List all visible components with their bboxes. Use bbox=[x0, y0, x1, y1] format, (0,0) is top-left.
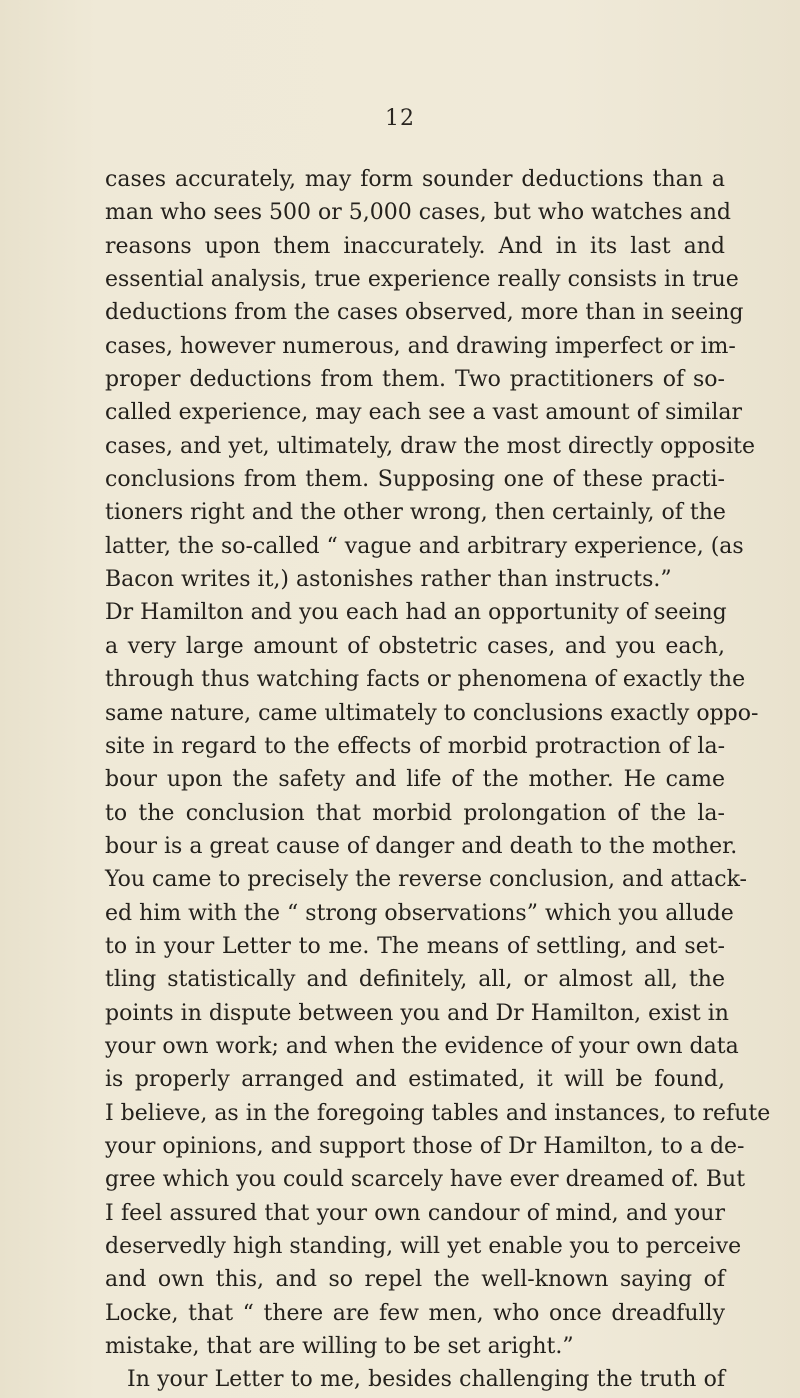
text-line: essential analysis, true experience really consists in true bbox=[105, 267, 739, 293]
text-line: deductions from the cases observed, more than in seeing bbox=[105, 300, 744, 326]
text-line: deservedly high standing, will yet enable you to perceive bbox=[105, 1234, 742, 1259]
text-line: mistake, that are willing to be set aright.” bbox=[105, 1334, 574, 1360]
text-line: gree which you could scarcely have ever dreamed of. But bbox=[105, 1167, 746, 1193]
text-line: points in dispute between you and Dr Hamilton, exist in bbox=[105, 1000, 729, 1026]
text-line: Bacon writes it,) astonishes rather than instructs.” bbox=[105, 567, 672, 593]
text-line: Locke, that “ there are few men, who once dreadfully bbox=[105, 1300, 725, 1326]
text-line: bour upon the safety and life of the mother. He came bbox=[105, 767, 725, 793]
text-line: bour is a great cause of danger and death to the mother. bbox=[105, 833, 738, 859]
text-line: reasons upon them inaccurately. And in its last and bbox=[105, 233, 725, 259]
text-line: to the conclusion that morbid prolongation of the la- bbox=[105, 800, 725, 826]
text-line: through thus watching facts or phenomena of exactly the bbox=[105, 667, 746, 693]
page-number: 12 bbox=[385, 106, 415, 131]
text-line: Dr Hamilton and you each had an opportunity of seeing bbox=[105, 600, 727, 626]
text-line: cases, and yet, ultimately, draw the most directly opposite bbox=[105, 433, 756, 459]
text-line: your own work; and when the evidence of your own data bbox=[105, 1033, 739, 1059]
text-line: tioners right and the other wrong, then certainly, of the bbox=[105, 500, 726, 526]
text-line: I believe, as in the foregoing tables and instances, to refute bbox=[105, 1100, 771, 1126]
text-line: conclusions from them. Supposing one of these practi- bbox=[105, 467, 725, 493]
text-line: latter, the so-called “ vague and arbitrary experience, (as bbox=[105, 533, 744, 559]
text-line: You came to precisely the reverse conclusion, and attack- bbox=[105, 867, 747, 893]
text-line: I feel assured that your own candour of mind, and your bbox=[105, 1200, 725, 1226]
text-line: a very large amount of obstetric cases, and you each, bbox=[105, 633, 725, 659]
text-line: to in your Letter to me. The means of settling, and set- bbox=[105, 933, 725, 959]
body-text bbox=[105, 163, 771, 1397]
text-line: same nature, came ultimately to conclusions exactly oppo- bbox=[105, 700, 759, 726]
text-line: is properly arranged and estimated, it will be found, bbox=[105, 1067, 725, 1093]
text-line: In your Letter to me, besides challenging the truth of bbox=[127, 1367, 725, 1393]
text-line: your opinions, and support those of Dr Hamilton, to a de- bbox=[105, 1133, 745, 1159]
text-line: cases accurately, may form sounder deductions than a bbox=[105, 167, 725, 192]
text-line: proper deductions from them. Two practitioners of so- bbox=[105, 367, 725, 393]
text-line: tling statistically and definitely, all, or almost all, the bbox=[105, 967, 725, 993]
text-line: cases, however numerous, and drawing imperfect or im- bbox=[105, 333, 736, 359]
text-line: man who sees 500 or 5,000 cases, but who watches and bbox=[105, 200, 732, 226]
text-line: and own this, and so repel the well-known saying of bbox=[105, 1267, 725, 1293]
text-line: called experience, may each see a vast amount of similar bbox=[105, 400, 742, 426]
text-line: site in regard to the effects of morbid protraction of la- bbox=[105, 733, 725, 759]
text-line: ed him with the “ strong observations” which you allude bbox=[105, 900, 734, 926]
